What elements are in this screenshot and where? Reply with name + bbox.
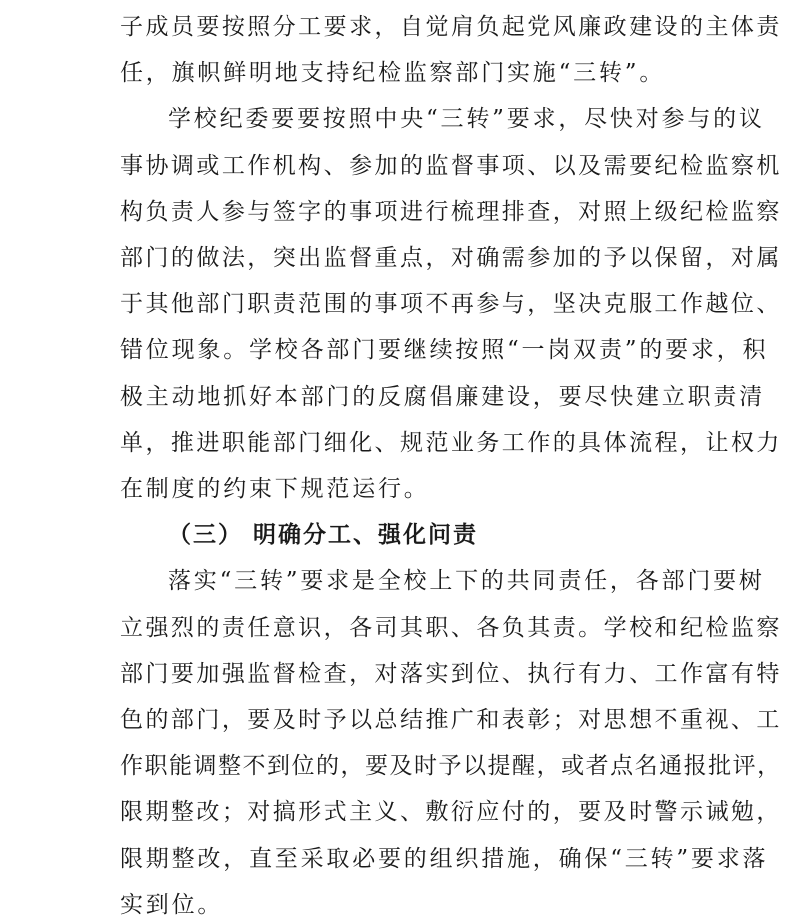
paragraph-2-line-9: 在制度的约束下规范运行。 [120,476,430,502]
paragraph-3-line-2: 立强烈的责任意识，各司其职、各负其责。学校和纪检监察 [120,615,782,641]
paragraph-3-line-4: 色的部门，要及时予以总结推广和表彰；对思想不重视、工 [120,707,782,733]
paragraph-2-line-6: 错位现象。学校各部门要继续按照“一岗双责”的要求，积 [120,337,769,363]
paragraph-3-line-8: 实到位。 [120,892,224,918]
paragraph-3-line-3: 部门要加强监督检查，对落实到位、执行有力、工作富有特 [120,661,782,687]
paragraph-2-line-2: 事协调或工作机构、参加的监督事项、以及需要纪检监察机 [120,153,782,179]
paragraph-1-line-1: 子成员要按照分工要求，自觉肩负起党风廉政建设的主体责 [120,14,782,40]
paragraph-2-line-7: 极主动地抓好本部门的反腐倡廉建设，要尽快建立职责清 [120,384,765,410]
paragraph-2-line-1: 学校纪委要要按照中央“三转”要求，尽快对参与的议 [168,106,765,132]
paragraph-2-line-5: 于其他部门职责范围的事项不再参与，坚决克服工作越位、 [120,291,782,317]
paragraph-3-line-5: 作职能调整不到位的，要及时予以提醒，或者点名通报批评， [120,753,782,779]
paragraph-2-line-8: 单，推进职能部门细化、规范业务工作的具体流程，让权力 [120,430,782,456]
paragraph-2-line-3: 构负责人参与签字的事项进行梳理排查，对照上级纪检监察 [120,199,782,225]
paragraph-2-line-4: 部门的做法，突出监督重点，对确需参加的予以保留，对属 [120,245,782,271]
paragraph-3-line-1: 落实“三转”要求是全校上下的共同责任，各部门要树 [168,568,765,594]
paragraph-3-line-7: 限期整改，直至采取必要的组织措施，确保“三转”要求落 [120,846,769,872]
paragraph-3-line-6: 限期整改；对搞形式主义、敷衍应付的，要及时警示诫勉， [120,799,782,825]
paragraph-1-line-2: 任，旗帜鲜明地支持纪检监察部门实施“三转”。 [120,60,666,86]
section-heading: （三） 明确分工、强化问责 [168,522,479,548]
